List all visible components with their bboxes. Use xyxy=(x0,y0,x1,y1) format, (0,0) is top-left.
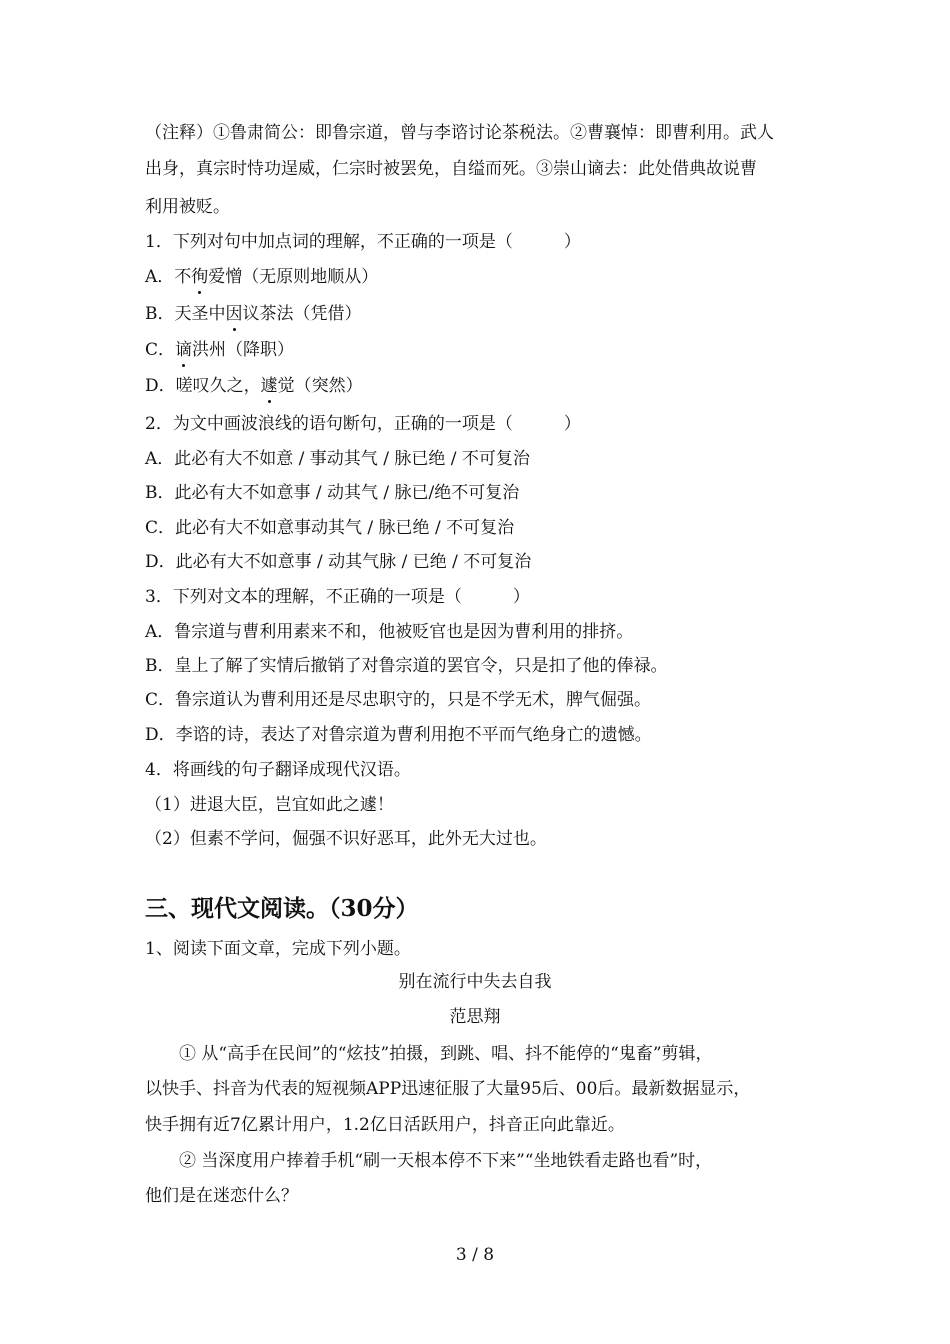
question-3-option-d: D．李谘的诗，表达了对鲁宗道为曹利用抱不平而气绝身亡的遗憾。 xyxy=(145,725,652,745)
option-text: A．不 xyxy=(145,267,192,287)
question-1-option-c xyxy=(145,338,294,362)
article-paragraph-line: ② 当深度用户捧着手机“刷一天根本停不下来”“坐地铁看走路也看”时， xyxy=(145,1151,713,1171)
note-line-3: 利用被贬。 xyxy=(145,197,230,217)
page-number: 3 / 8 xyxy=(455,1245,495,1265)
question-1-option-b xyxy=(145,302,362,326)
dotted-word: 谪 xyxy=(175,340,193,360)
option-text: 洪州（降职） xyxy=(192,340,295,360)
question-1-option-d xyxy=(145,374,363,398)
article-title: 别在流行中失去自我 xyxy=(398,972,552,992)
reading-instruction: 1、阅读下面文章，完成下列小题。 xyxy=(145,939,411,959)
question-2-stem: 2．为文中画波浪线的语句断句，正确的一项是（ ） xyxy=(145,414,581,434)
article-author: 范思翔 xyxy=(449,1007,501,1027)
note-line-2: 出身，真宗时恃功逞威，仁宗时被罢免，自缢而死。③崇山谪去：此处借典故说曹 xyxy=(145,159,757,179)
question-3-option-a: A．鲁宗道与曹利用素来不和，他被贬官也是因为曹利用的排挤。 xyxy=(145,622,634,642)
note-line-1: （注释）①鲁肃简公：即鲁宗道，曾与李谘讨论茶税法。②曹襄悼：即曹利用。武人 xyxy=(145,123,774,143)
question-4-stem: 4．将画线的句子翻译成现代汉语。 xyxy=(145,760,411,780)
article-paragraph-line: 他们是在迷恋什么？ xyxy=(145,1186,298,1206)
option-text: C． xyxy=(145,340,176,360)
option-text: 觉（突然） xyxy=(277,376,363,396)
option-text: B．天圣中 xyxy=(145,304,226,324)
dotted-word: 遽 xyxy=(260,376,278,396)
article-paragraph-line: 以快手、抖音为代表的短视频APP迅速征服了大量95后、00后。最新数据显示， xyxy=(145,1079,751,1099)
option-text: D．嗟叹久之， xyxy=(145,376,261,396)
question-3-stem: 3．下列对文本的理解，不正确的一项是（ ） xyxy=(145,587,530,607)
question-1-option-a xyxy=(145,265,378,289)
question-4-item-2: （2）但素不学问，倔强不识好恶耳，此外无大过也。 xyxy=(145,829,547,849)
question-2-option-c: C．此必有大不如意事动其气 / 脉已绝 / 不可复治 xyxy=(145,518,515,538)
question-2-option-a: A．此必有大不如意 / 事动其气 / 脉已绝 / 不可复治 xyxy=(145,449,530,469)
question-2-option-b: B．此必有大不如意事 / 动其气 / 脉已/绝不可复治 xyxy=(145,483,520,503)
question-1-stem: 1．下列对句中加点词的理解，不正确的一项是（ ） xyxy=(145,232,581,252)
dotted-word: 徇 xyxy=(191,267,209,287)
question-4-item-1: （1）进退大臣，岂宜如此之遽！ xyxy=(145,795,394,815)
question-2-option-d: D．此必有大不如意事 / 动其气脉 / 已绝 / 不可复治 xyxy=(145,552,532,572)
article-paragraph-line: 快手拥有近7亿累计用户，1.2亿日活跃用户，抖音正向此靠近。 xyxy=(145,1115,625,1135)
question-3-option-c: C．鲁宗道认为曹利用还是尽忠职守的，只是不学无术，脾气倔强。 xyxy=(145,690,652,710)
article-paragraph-line: ① 从“高手在民间”的“炫技”拍摄，到跳、唱、抖不能停的“鬼畜”剪辑， xyxy=(145,1044,713,1064)
option-text: 议茶法（凭借） xyxy=(242,304,362,324)
dotted-word: 因 xyxy=(225,304,243,324)
option-text: 爱憎（无原则地顺从） xyxy=(208,267,379,287)
question-3-option-b: B．皇上了解了实情后撤销了对鲁宗道的罢官令，只是扣了他的俸禄。 xyxy=(145,656,668,676)
section-heading: 三、现代文阅读。（30分） xyxy=(145,895,419,922)
